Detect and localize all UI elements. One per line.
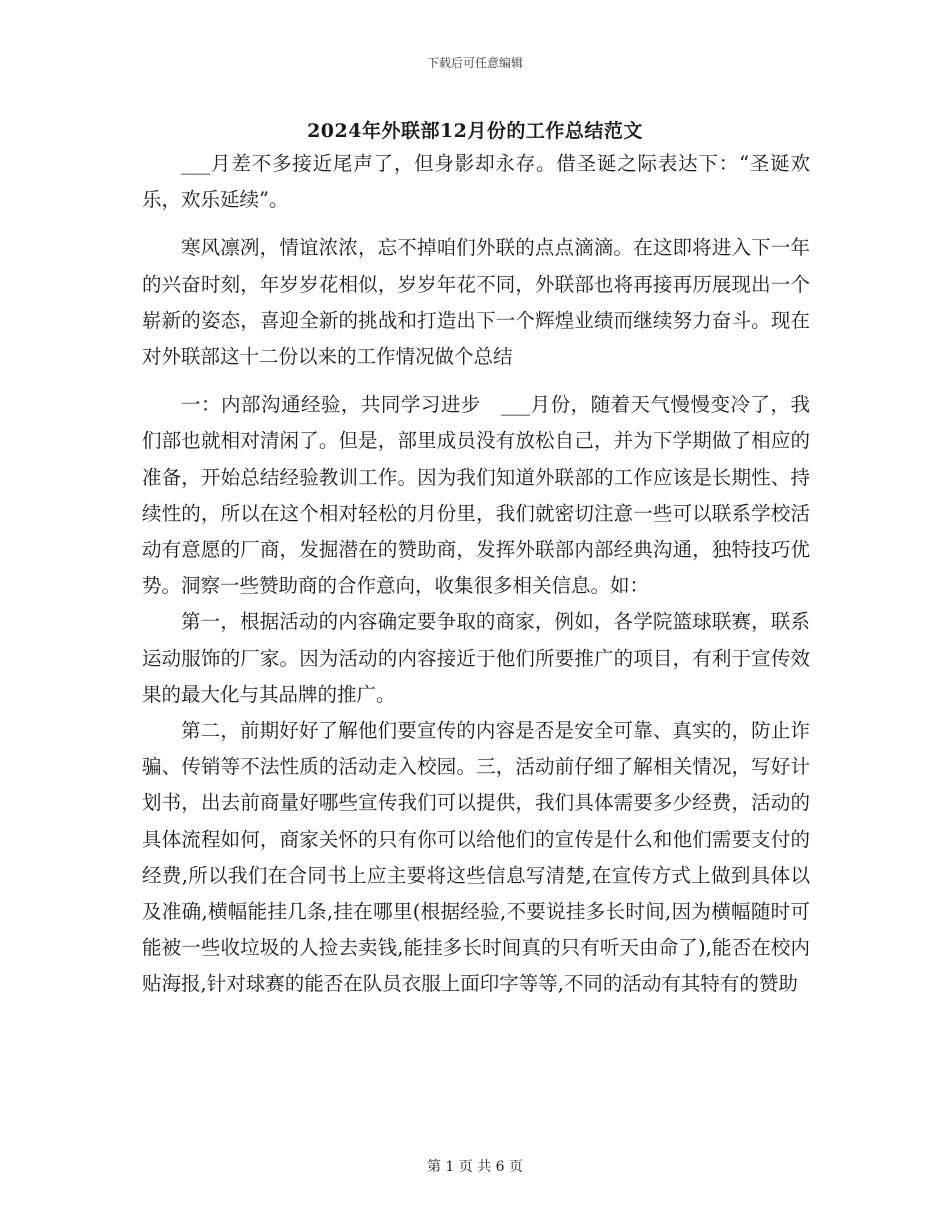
paragraph-1: ___月差不多接近尾声了，但身影却永存。借圣诞之际表达下：“圣诞欢乐，欢乐延续”。 — [142, 152, 810, 212]
document-title: 2024年外联部12月份的工作总结范文 — [307, 120, 643, 142]
paragraph-2: 寒风凛冽，情谊浓浓，忘不掉咱们外联的点点滴滴。在这即将进入下一年的兴奋时刻，年岁岁花相似，岁岁年花不同，外联部也将再接再历展现出一个崭新的姿态，喜迎全新的挑战和打造出下一个辉煌业绩而继续努力奋斗。现在对外联部这十二份以来的工作情况做个总结 — [142, 236, 810, 369]
paragraph-5: 第二，前期好好了解他们要宣传的内容是否是安全可靠、真实的，防止诈骗、传销等不法性质的活动走入校园。三，活动前仔细了解相关情况，写好计划书，出去前商量好哪些宣传我们可以提供，我们具体需要多少经费，活动的具体流程如何，商家关怀的只有你可以给他们的宣传是什么和他们需要支付的经费,所以我们在合同书上应主要将这些信息写清楚,在宣传方式上做到具体以及准确,横幅能挂几条,挂在哪里(根据经验,不要说挂多长时间,因为横幅随时可能被一些收垃圾的人捡去卖钱,能挂多长时间真的只有听天由命了),能否在校内贴海报,针对球赛的能否在队员衣服上面印字等等,不同的活动有其特有的赞助 — [142, 719, 810, 996]
page-footer: 第 1 页 共 6 页 — [426, 1159, 524, 1175]
document-body — [142, 146, 810, 1003]
paragraph-4: 第一，根据活动的内容确定要争取的商家，例如，各学院篮球联赛，联系运动服饰的厂家。因为活动的内容接近于他们所要推广的项目，有利于宣传效果的最大化与其品牌的推广。 — [142, 610, 810, 706]
header-note: 下载后可任意编辑 — [426, 56, 523, 70]
paragraph-3: 一：内部沟通经验，共同学习进步 ___月份，随着天气慢慢变冷了，我们部也就相对清闲了。但是，部里成员没有放松自己，并为下学期做了相应的准备，开始总结经验教训工作。因为我们知道外联部的工作应该是长期性、持续性的，所以在这个相对轻松的月份里，我们就密切注意一些可以联系学校活动有意愿的厂商，发掘潜在的赞助商，发挥外联部内部经典沟通，独特技巧优势。洞察一些赞助商的合作意向，收集很多相关信息。如： — [142, 393, 810, 598]
